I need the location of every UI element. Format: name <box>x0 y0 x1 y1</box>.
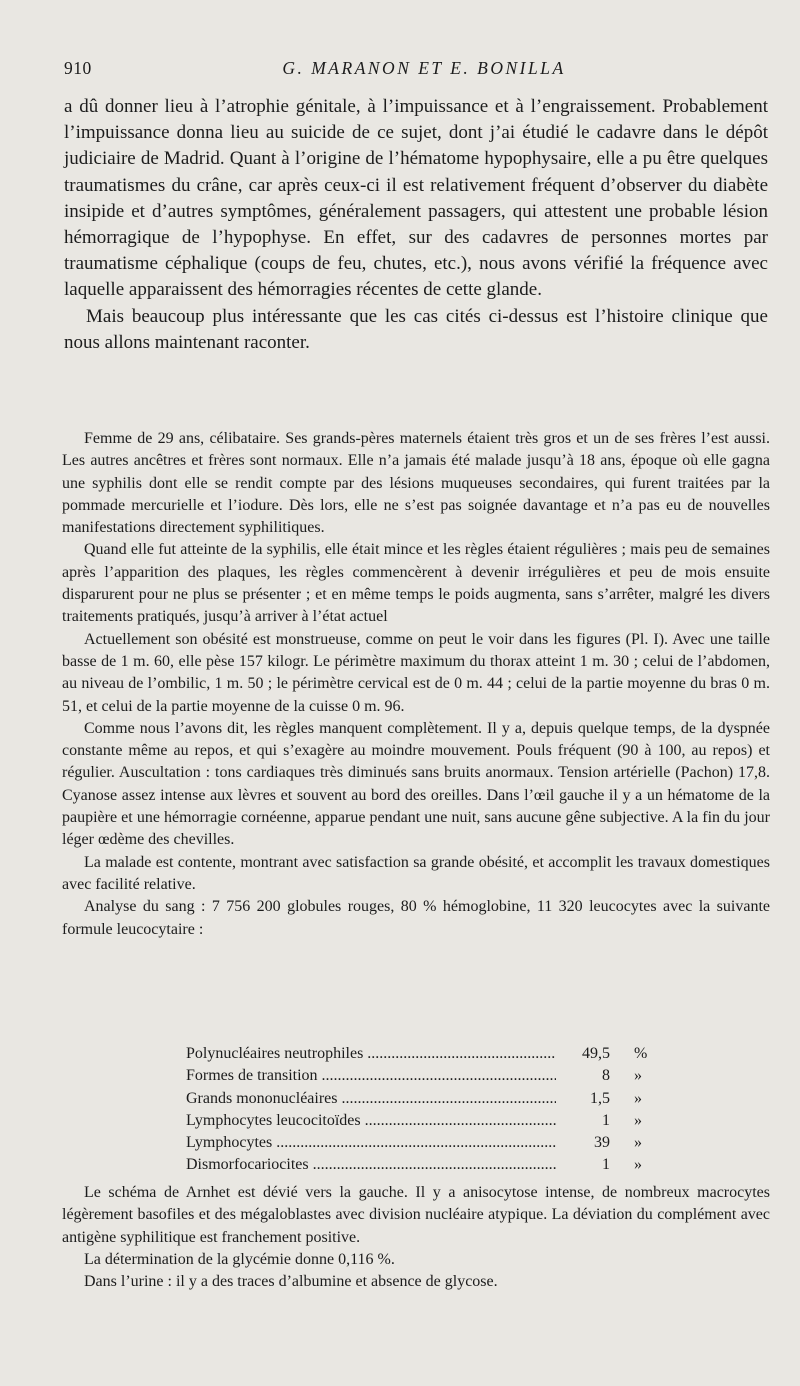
paragraph: Dans l’urine : il y a des traces d’albumine et absence de glycose. <box>84 1273 498 1291</box>
formula-row <box>186 1088 656 1110</box>
formula-value: 1,5 <box>564 1088 610 1110</box>
paragraph: Quand elle fut atteinte de la syphilis, elle était mince et les règles étaient régulières ; mais peu de semaines après l’apparition des plaques, les règles commencèrent à devenir irrégulières et peu de mois ensuite disparurent pour ne plus se présenter ; et en même temps le poids augmenta, sans s’arrêter, malgré les divers traitements pratiqués, jusqu’à arriver à l’état actuel <box>62 541 770 626</box>
formula-value: 39 <box>564 1132 610 1154</box>
paragraph: Femme de 29 ans, célibataire. Ses grands-pères maternels étaient très gros et un de ses frères l’est aussi. Les autres ancêtres et frères sont normaux. Elle n’a jamais été malade jusqu’à 18 ans, époque où elle gagna une syphilis dont elle se rendit compte par des lésions muqueuses secondaires, qui furent traitées par la pommade mercurielle et l’iodure. Dès lors, elle ne s’est pas soignée davantage et n’a pas eu de nouvelles manifestations directement syphilitiques. <box>62 430 770 537</box>
formula-label: Grands mononucléaires ..... <box>186 1088 556 1110</box>
formula-value: 49,5 <box>564 1043 610 1065</box>
formula-row <box>186 1110 656 1132</box>
paragraph: Actuellement son obésité est monstrueuse, comme on peut le voir dans les figures (Pl. I). Avec une taille basse de 1 m. 60, elle pèse 157 kilogr. Le périmètre maximum du thorax atteint 1 m. 30 ; celui de l’abdomen, au niveau de l’ombilic, 1 m. 50 ; le périmètre cervical est de 0 m. 44 ; celui de la partie moyenne du bras 0 m. 51, et celui de la partie moyenne de la cuisse 0 m. 96. <box>62 630 770 715</box>
case-history <box>62 428 770 941</box>
formula-row <box>186 1154 656 1176</box>
running-head: G. MARANON ET E. BONILLA <box>282 58 566 78</box>
formula-value: 1 <box>564 1154 610 1176</box>
formula-label: Lymphocytes ..... <box>186 1132 556 1154</box>
formula-unit: % <box>634 1043 656 1065</box>
page-number: 910 <box>64 58 92 78</box>
paragraph: La détermination de la glycémie donne 0,116 %. <box>84 1250 395 1268</box>
formula-unit: » <box>634 1088 656 1110</box>
paragraph: Mais beaucoup plus intéressante que les cas cités ci-dessus est l’histoire clinique que nous allons maintenant raconter. <box>64 305 768 353</box>
paragraph: Analyse du sang : 7 756 200 globules rouges, 80 % hémoglobine, 11 320 leucocytes avec la suivante formule leucocytaire : <box>62 898 770 938</box>
formula-label: Lymphocytes leucocitoïdes ..... <box>186 1110 556 1132</box>
paragraph: a dû donner lieu à l’atrophie génitale, à l’impuissance et à l’engraissement. Probablement l’impuissance donna lieu au suicide de ce sujet, dont j’ai étudié le cadavre dans le dépôt judiciaire de Madrid. Quant à l’origine de l’hématome hypophysaire, elle a pu être quelques traumatismes du crâne, car après ceux-ci il est relativement fréquent d’observer du diabète insipide et d’autres symptômes, généralement passagers, qui attestent une probable lésion hémorragique de l’hypophyse. En effet, sur des cadavres de personnes mortes par traumatisme céphalique (coups de feu, chutes, etc.), nous avons vérifié la fréquence avec laquelle apparaissent des hémorragies récentes de cette glande. <box>64 96 768 301</box>
formula-row <box>186 1065 656 1087</box>
formula-unit: » <box>634 1154 656 1176</box>
formula-label: Dismorfocariocites ..... <box>186 1154 556 1176</box>
paragraph: Le schéma de Arnhet est dévié vers la gauche. Il y a anisocytose intense, de nombreux macrocytes légèrement basofiles et des mégaloblastes avec division nucléaire atypique. La déviation du complément avec antigène syphilitique est franchement positive. <box>62 1184 770 1246</box>
closing-text <box>62 1182 770 1293</box>
paragraph: Comme nous l’avons dit, les règles manquent complètement. Il y a, depuis quelque temps, de la dyspnée constante même au repos, et qui s’exagère au moindre mouvement. Pouls fréquent (90 à 100, au repos) et régulier. Auscultation : tons cardiaques très diminués sans bruits anormaux. Tension artérielle (Pachon) 17,8. Cyanose assez intense aux lèvres et souvent au bord des oreilles. Dans l’œil gauche il y a un hématome de la paupière et une hémorragie cornéenne, apparue pendant une nuit, sans aucune gêne subjective. A la fin du jour léger œdème des chevilles. <box>62 719 770 849</box>
formula-unit: » <box>634 1132 656 1154</box>
formula-row <box>186 1043 656 1065</box>
formula-unit: » <box>634 1110 656 1132</box>
main-text <box>64 94 768 356</box>
page-header <box>64 58 784 84</box>
formula-unit: » <box>634 1065 656 1087</box>
formula-value: 8 <box>564 1065 610 1087</box>
formula-row <box>186 1132 656 1154</box>
paragraph: La malade est contente, montrant avec satisfaction sa grande obésité, et accomplit les travaux domestiques avec facilité relative. <box>62 853 770 893</box>
formula-value: 1 <box>564 1110 610 1132</box>
formula-label: Polynucléaires neutrophiles ..... <box>186 1043 556 1065</box>
leukocyte-formula-table <box>186 1043 656 1177</box>
formula-label: Formes de transition ..... <box>186 1065 556 1087</box>
